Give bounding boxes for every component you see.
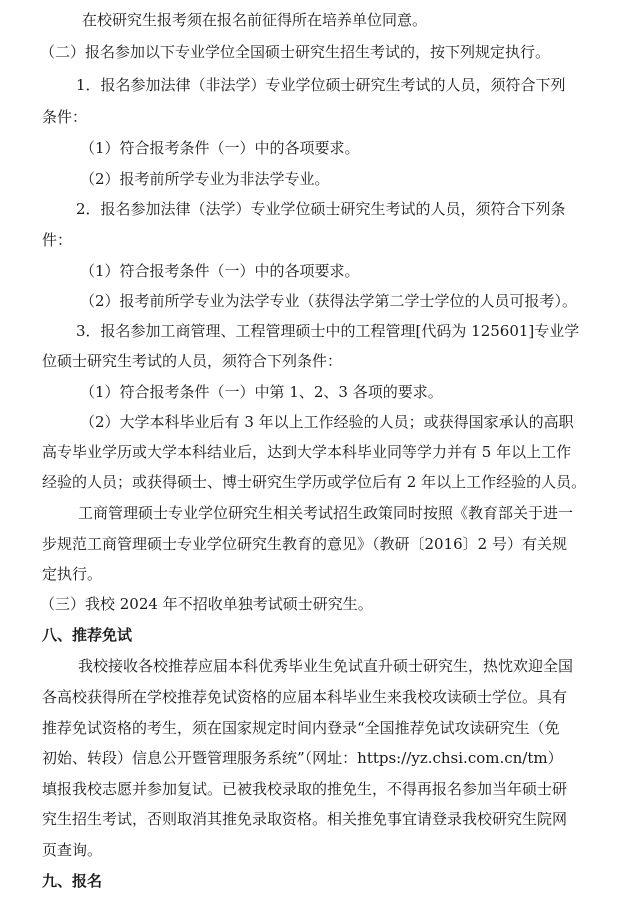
text-line: 究生招生考试，否则取消其推免录取资格。相关推免事宜请登录我校研究生院网	[42, 810, 568, 828]
text-line: 高专毕业学历或大学本科结业后，达到大学本科毕业同等学力并有 5 年以上工作	[42, 443, 572, 461]
text-line: 3．报名参加工商管理、工程管理硕士中的工程管理[代码为 125601]专业学	[76, 322, 580, 340]
section-heading-registration: 九、报名	[42, 872, 103, 890]
text-line: 2．报名参加法律（法学）专业学位硕士研究生考试的人员，须符合下列条	[76, 200, 566, 218]
text-line: （1）符合报考条件（一）中第 1、2、3 各项的要求。	[80, 383, 443, 401]
text-line: 工商管理硕士专业学位研究生相关考试招生政策同时按照《教育部关于进一	[78, 504, 574, 522]
text-line: 我校接收各校推荐应届本科优秀毕业生免试直升硕士研究生，热忱欢迎全国	[78, 657, 574, 675]
text-line: 位硕士研究生考试的人员，须符合下列条件：	[42, 352, 343, 370]
text-line: 件：	[42, 231, 73, 249]
text-line: 填报我校志愿并参加复试。已被我校录取的推免生，不得再报名参加当年硕士研	[42, 780, 568, 798]
text-line: 推荐免试资格的考生，须在国家规定时间内登录“全国推荐免试攻读研究生（免	[42, 719, 560, 737]
text-line: 初始、转段）信息公开暨管理服务系统”（网址：https://yz.chsi.com.cn/tm）	[42, 749, 563, 767]
text-line: （1）符合报考条件（一）中的各项要求。	[80, 139, 360, 157]
text-line: （2）报考前所学专业为非法学专业。	[80, 170, 330, 188]
section-heading-3: （三）我校 2024 年不招收单独考试硕士研究生。	[40, 595, 373, 613]
text-line: （2）报考前所学专业为法学专业（获得法学第二学士学位的人员可报考）。	[80, 292, 578, 310]
text-line: 经验的人员；或获得硕士、博士研究生学历或学位后有 2 年以上工作经验的人员。	[42, 473, 587, 491]
text-line: （2）大学本科毕业后有 3 年以上工作经验的人员；或获得国家承认的高职	[80, 413, 574, 431]
text-line: 步规范工商管理硕士专业学位研究生教育的意见》（教研〔2016〕2 号）有关规	[42, 535, 567, 553]
text-line: 定执行。	[42, 565, 103, 583]
text-line: 条件：	[42, 108, 88, 126]
section-heading-recommendation: 八、推荐免试	[42, 626, 133, 644]
text-line: 各高校获得所在学校推荐免试资格的应届本科毕业生来我校攻读硕士学位。具有	[42, 688, 568, 706]
text-line: 在校研究生报考须在报名前征得所在培养单位同意。	[82, 11, 428, 29]
text-line: 1．报名参加法律（非法学）专业学位硕士研究生考试的人员，须符合下列	[76, 76, 566, 94]
text-line: 页查询。	[42, 841, 103, 859]
section-heading-2: （二）报名参加以下专业学位全国硕士研究生招生考试的，按下列规定执行。	[40, 43, 551, 61]
text-line: （1）符合报考条件（一）中的各项要求。	[80, 262, 360, 280]
